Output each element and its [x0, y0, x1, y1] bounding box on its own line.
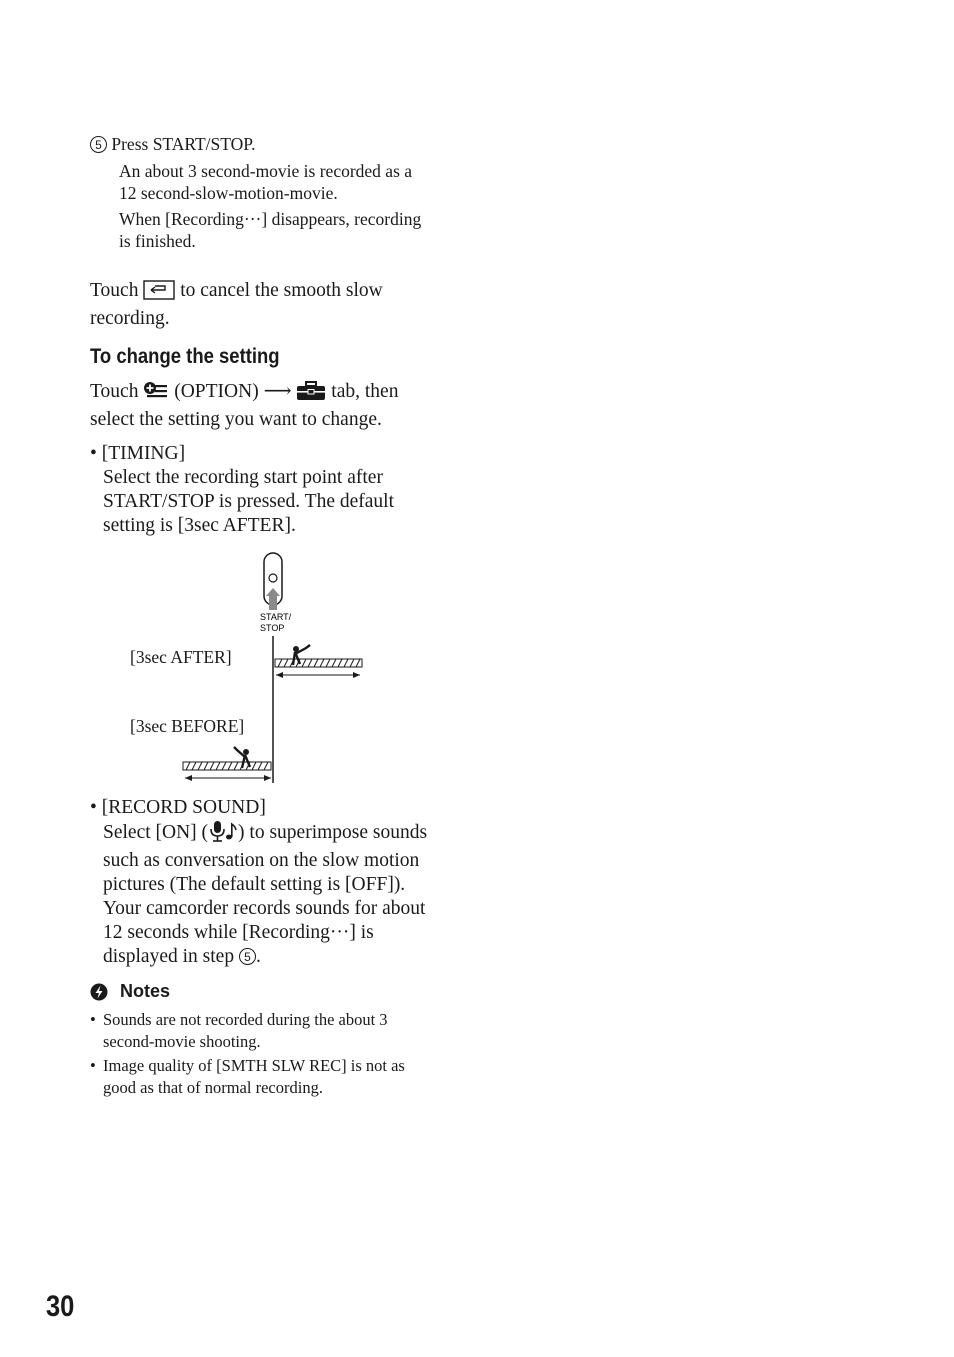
option-icon — [143, 381, 169, 408]
page-number: 30 — [46, 1290, 75, 1323]
button-label-2: STOP — [260, 623, 285, 633]
cancel-paragraph — [90, 279, 490, 331]
after-label: [3sec AFTER] — [130, 647, 232, 667]
toolbox-icon — [296, 381, 326, 408]
button-label-1: START/ — [260, 612, 292, 622]
text-line: 12 seconds while [Recording···] is — [103, 922, 374, 943]
arrow-right-icon: ⟶ — [263, 381, 292, 402]
text: (OPTION) — [174, 381, 259, 402]
list-item — [90, 1055, 470, 1099]
caution-icon — [90, 983, 108, 1006]
timing-diagram — [120, 548, 380, 788]
text-line: When [Recording···] disappears, recording — [119, 209, 422, 229]
text-line: Image quality of [SMTH SLW REC] is not as — [103, 1056, 405, 1075]
notes-header — [90, 981, 170, 1006]
return-icon — [143, 280, 175, 307]
list-item — [90, 1009, 470, 1053]
record-sound-bullet: • [RECORD SOUND] — [90, 797, 266, 818]
option-paragraph — [90, 380, 510, 432]
text-line: second-movie shooting. — [103, 1032, 261, 1051]
text: . — [255, 946, 261, 967]
text-line: START/STOP is pressed. The default — [103, 491, 395, 512]
text-line: An about 3 second-movie is recorded as a — [119, 161, 413, 181]
text-line: 12 second-slow-motion-movie. — [119, 183, 338, 203]
timing-desc — [103, 466, 483, 538]
mic-on-icon — [208, 820, 238, 849]
text: Touch — [90, 280, 139, 301]
text-line: Your camcorder records sounds for about — [103, 898, 426, 919]
step-number: 5 — [239, 948, 256, 965]
text-line: recording. — [90, 308, 170, 329]
step-5-desc-1 — [119, 160, 412, 204]
bullet-icon: • — [90, 1010, 96, 1029]
text: to cancel the smooth slow — [180, 280, 383, 301]
step-5-text: Press START/STOP. — [111, 134, 256, 154]
step-5-desc-2 — [119, 208, 421, 252]
text-line: select the setting you want to change. — [90, 409, 382, 430]
before-label: [3sec BEFORE] — [130, 716, 245, 736]
notes-list — [90, 1009, 470, 1099]
text-line: good as that of normal recording. — [103, 1078, 323, 1097]
text: ) to superimpose sounds — [238, 822, 428, 843]
text-line: pictures (The default setting is [OFF]). — [103, 874, 406, 895]
text: Select [ON] ( — [103, 822, 209, 843]
after-film-strip — [275, 659, 362, 667]
text-line: setting is [3sec AFTER]. — [103, 515, 296, 536]
text: displayed in step — [103, 946, 235, 967]
text-line: such as conversation on the slow motion — [103, 850, 420, 871]
text: Touch — [90, 381, 139, 402]
before-film-strip — [183, 762, 271, 770]
step-number: 5 — [90, 136, 107, 153]
text-line: is finished. — [119, 231, 196, 251]
step-5-title — [90, 133, 255, 155]
text: tab, then — [331, 381, 399, 402]
timing-bullet: • [TIMING] — [90, 443, 186, 464]
record-sound-desc — [103, 820, 483, 969]
text-line: Sounds are not recorded during the about 3 — [103, 1010, 388, 1029]
start-stop-button-icon — [264, 553, 282, 610]
text-line: Select the recording start point after — [103, 467, 383, 488]
section-heading: To change the setting — [90, 345, 280, 368]
notes-heading: Notes — [120, 981, 171, 1001]
bullet-icon: • — [90, 1056, 96, 1075]
